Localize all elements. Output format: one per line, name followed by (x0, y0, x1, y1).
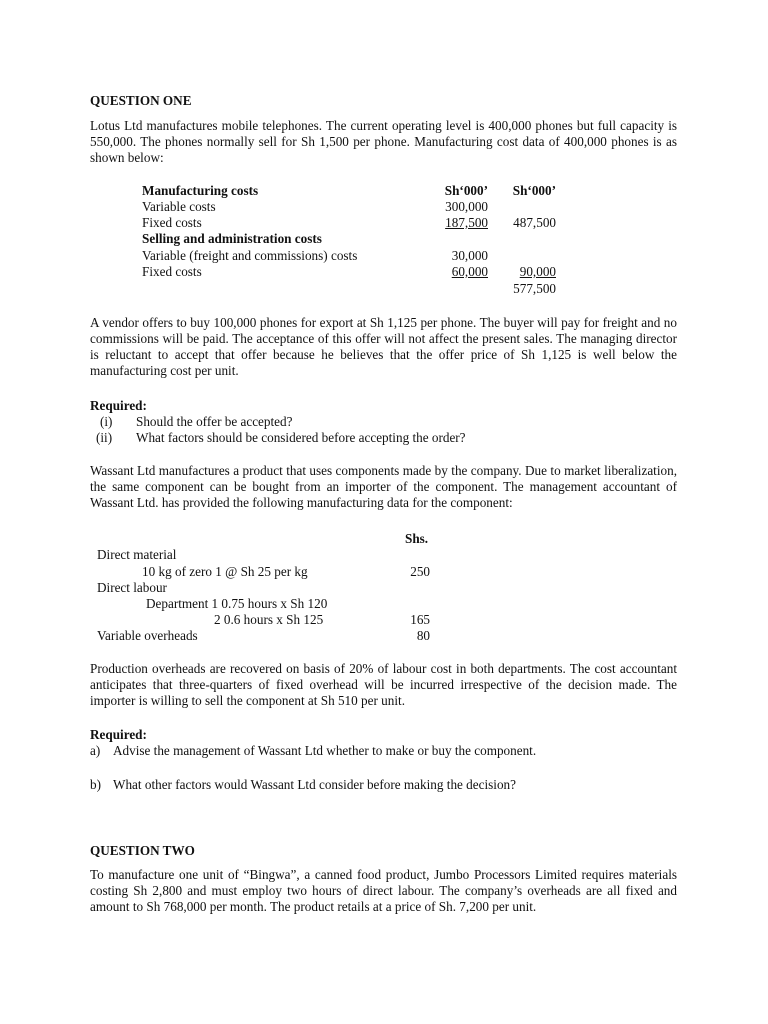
required-item-text: Advise the management of Wassant Ltd whether to make or buy the component. (113, 743, 537, 758)
row-value-col1 (420, 215, 488, 231)
material-value: 250 (410, 564, 430, 579)
required-item-number: (i) (100, 414, 113, 429)
labour-value: 165 (410, 612, 430, 627)
direct-labour-label: Direct labour (97, 580, 167, 595)
q1-required-label: Required: (90, 398, 147, 413)
q1-offer-paragraph: A vendor offers to buy 100,000 phones for export at Sh 1,125 per phone. The buyer will pay for freight and no commissions will be paid. The acceptance of this offer will not affect the present sales. The managing director is reluctant to accept that offer because he believes that the offer price of Sh 1,125 is well below the manufacturing cost per unit. (90, 315, 677, 378)
col2-header: Sh‘000’ (512, 183, 556, 198)
row-value-col2: 487,500 (513, 215, 556, 230)
table-subheading-selling: Selling and administration costs (142, 231, 322, 246)
q2-intro-paragraph: To manufacture one unit of “Bingwa”, a canned food product, Jumbo Processors Limited requires materials costing Sh 2,800 and must employ two hours of direct labour. The company’s overheads are all fixed and amount to Sh 768,000 per month. The product retails at a price of Sh. 7,200 per unit. (90, 867, 677, 914)
department-2-line: 2 0.6 hours x Sh 125 (214, 612, 324, 627)
required-item-number: (ii) (96, 430, 113, 445)
required-item-number: a) (90, 743, 101, 758)
underlined-value: 90,000 (519, 264, 556, 279)
required-item-text: Should the offer be accepted? (136, 414, 293, 429)
row-value-col1 (420, 264, 488, 280)
row-value-col1: 30,000 (451, 248, 488, 263)
question-one-title: QUESTION ONE (90, 93, 192, 108)
underlined-value: 187,500 (445, 215, 488, 230)
required-item-text: What factors should be considered before accepting the order? (136, 430, 466, 445)
variable-overheads-label: Variable overheads (97, 628, 198, 643)
row-label: Variable costs (142, 199, 216, 214)
department-1-line: Department 1 0.75 hours x Sh 120 (146, 596, 328, 611)
material-line: 10 kg of zero 1 @ Sh 25 per kg (142, 564, 308, 579)
q1-intro-paragraph: Lotus Ltd manufactures mobile telephones. The current operating level is 400,000 phones but full capacity is 550,000. The phones normally sell for Sh 1,500 per phone. Manufacturing cost data of 400,000 phones is as shown below: (90, 118, 677, 165)
table-total: 577,500 (513, 281, 556, 296)
table-heading-manufacturing: Manufacturing costs (142, 183, 259, 198)
row-label: Fixed costs (142, 215, 202, 230)
col1-header: Sh‘000’ (444, 183, 488, 198)
shs-column-header: Shs. (405, 531, 429, 546)
wassant-intro-paragraph: Wassant Ltd manufactures a product that uses components made by the company. Due to market liberalization, the same component can be bought from an importer of the component. The management accountant of Wassant Ltd. has provided the following manufacturing data for the component: (90, 463, 677, 510)
overheads-value: 80 (416, 628, 430, 643)
row-value-col1: 300,000 (445, 199, 488, 214)
row-value-col2 (494, 264, 556, 280)
required-item-number: b) (90, 777, 101, 792)
underlined-value: 60,000 (451, 264, 488, 279)
wassant-required-label: Required: (90, 727, 147, 742)
direct-material-label: Direct material (97, 547, 177, 562)
question-two-title: QUESTION TWO (90, 843, 195, 858)
row-label: Fixed costs (142, 264, 202, 279)
required-item-text: What other factors would Wassant Ltd consider before making the decision? (113, 777, 516, 792)
row-label: Variable (freight and commissions) costs (142, 248, 358, 263)
wassant-overheads-paragraph: Production overheads are recovered on basis of 20% of labour cost in both departments. The cost accountant anticipates that three-quarters of fixed overhead will be incurred irrespective of the decision made. The importer is willing to sell the component at Sh 510 per unit. (90, 661, 677, 708)
